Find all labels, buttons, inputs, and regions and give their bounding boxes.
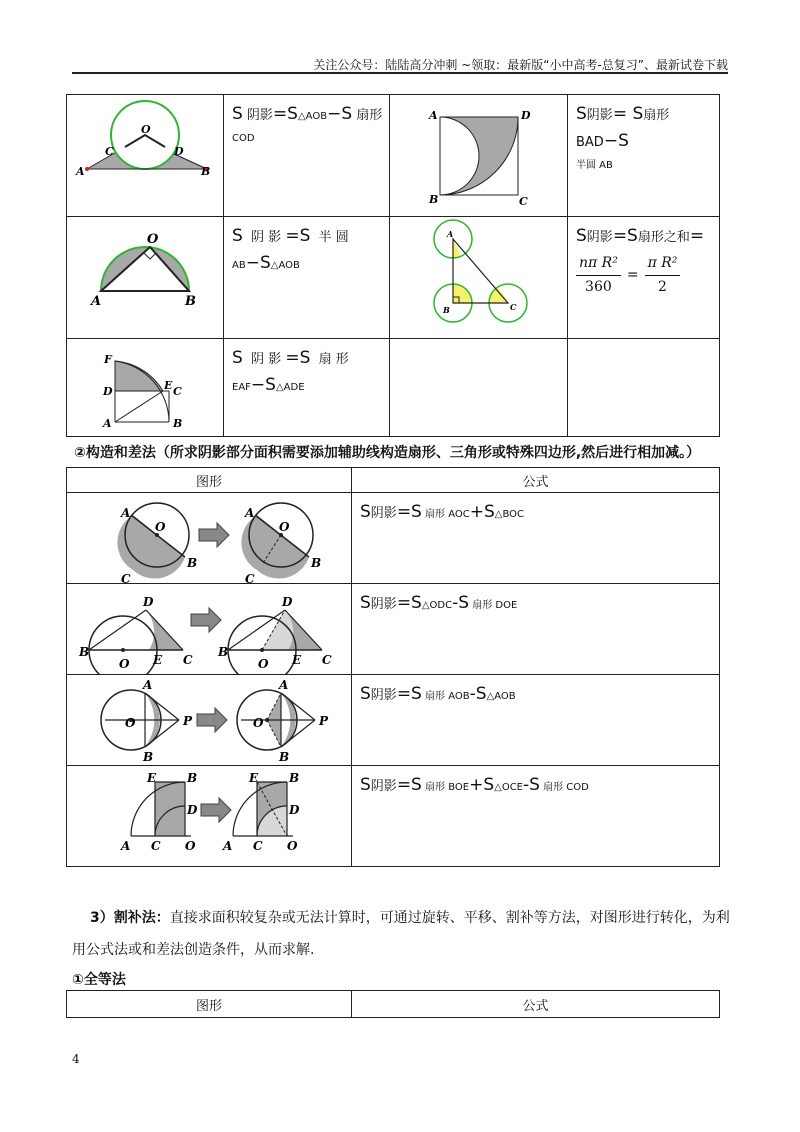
formula-row-3: S阴影=S 扇形 AOB-S△AOB xyxy=(360,684,516,704)
formula-row-4: S阴影=S 扇形 BOE+S△OCE-S 扇形 COD xyxy=(360,775,589,795)
label-o: O xyxy=(253,716,264,730)
label-b: B xyxy=(79,645,90,659)
label-e: E xyxy=(249,771,259,785)
figure-cell xyxy=(390,217,568,339)
formula-cell xyxy=(224,339,390,437)
label-d: D xyxy=(282,595,293,609)
header-rule xyxy=(72,72,728,74)
label-b: B xyxy=(185,294,196,309)
figure-triangle-circle-cod xyxy=(67,95,223,216)
label-d: D xyxy=(187,803,198,817)
figure-tangent-triangle xyxy=(67,584,351,674)
label-a: A xyxy=(121,839,131,853)
label-o: O xyxy=(155,520,166,534)
label-a: A xyxy=(429,109,438,122)
label-d: D xyxy=(143,595,154,609)
label-b: B xyxy=(201,165,211,178)
arrow-right-icon xyxy=(199,523,229,547)
label-a: A xyxy=(76,165,85,178)
figure-cell xyxy=(67,339,224,437)
label-c: C xyxy=(121,572,131,583)
label-b: B xyxy=(429,193,439,206)
figure-circle-tangents-p xyxy=(67,675,351,765)
formula-cell xyxy=(352,766,720,867)
paragraph-continuation: 用公式法或和差法创造条件，从而求解. xyxy=(72,942,315,958)
label-c: C xyxy=(253,839,263,853)
label-a: A xyxy=(447,229,454,239)
formula-cell xyxy=(352,675,720,766)
label-o: O xyxy=(147,232,159,247)
label-d: D xyxy=(174,145,184,158)
empty-cell xyxy=(568,339,720,437)
label-d: D xyxy=(103,385,113,398)
label-p: P xyxy=(319,714,329,728)
column-header-figure: 图形 xyxy=(67,468,352,493)
figure-cell xyxy=(67,675,352,766)
figure-circle-sector-aoc xyxy=(67,493,351,583)
label-b: B xyxy=(187,556,198,570)
page-header: 关注公众号：陆陆高分冲刺 ~领取：最新版“小中高考-总复习”、最新试卷下载 xyxy=(313,58,728,72)
label-a: A xyxy=(245,506,255,520)
label-o: O xyxy=(119,657,130,671)
label-o: O xyxy=(125,716,136,730)
label-a: A xyxy=(91,294,102,309)
formula-row-1: S阴影=S 扇形 AOC+S△BOC xyxy=(360,502,525,522)
figure-cell xyxy=(67,584,352,675)
formula-cell xyxy=(352,584,720,675)
label-b: B xyxy=(143,750,154,764)
formula-table-1 xyxy=(66,94,720,437)
formula-r1c2: S 阴影=S△AOB−S 扇形 COD xyxy=(232,104,383,145)
label-c: C xyxy=(151,839,161,853)
paragraph-cut-fill-method xyxy=(90,911,730,925)
paragraph-text-1: 直接求面积较复杂或无法计算时，可通过旋转、平移、割补等方法，对图形进行转化，为利 xyxy=(169,910,730,926)
label-a: A xyxy=(279,678,289,692)
column-header-figure: 图形 xyxy=(67,991,352,1018)
arrow-right-icon xyxy=(197,708,227,732)
label-c: C xyxy=(183,653,193,667)
label-o: O xyxy=(185,839,196,853)
formula-r1c4: S阴影= S扇形 BAD−S 半圆 AB xyxy=(576,104,670,172)
label-o: O xyxy=(258,657,269,671)
label-c: C xyxy=(510,302,517,312)
label-b: B xyxy=(443,305,450,315)
label-e: E xyxy=(153,653,163,667)
label-b: B xyxy=(173,417,183,430)
label-b: B xyxy=(279,750,290,764)
label-a: A xyxy=(121,506,131,520)
label-c: C xyxy=(173,385,182,398)
label-a: A xyxy=(103,417,112,430)
label-e: E xyxy=(164,379,173,392)
section-title-construct-method: ②构造和差法（所求阴影部分面积需要添加辅助线构造扇形、三角形或特殊四边形,然后进行相加减。） xyxy=(74,445,701,461)
figure-cell xyxy=(67,217,224,339)
label-b: B xyxy=(311,556,322,570)
figure-cell xyxy=(67,493,352,584)
section-title-congruence-method: ①全等法 xyxy=(72,972,126,988)
figure-cell xyxy=(67,766,352,867)
figure-three-circles-triangle xyxy=(390,217,567,338)
figure-quarter-circle-square xyxy=(67,766,351,866)
label-c: C xyxy=(245,572,255,583)
figure-quarter-circle-rectangle xyxy=(67,339,223,436)
label-d: D xyxy=(521,109,531,122)
page-number: 4 xyxy=(72,1052,80,1066)
label-o: O xyxy=(141,123,151,136)
arrow-right-icon xyxy=(201,798,231,822)
label-d: D xyxy=(289,803,300,817)
label-e: E xyxy=(147,771,157,785)
label-f: F xyxy=(104,353,112,366)
label-c: C xyxy=(322,653,332,667)
formula-r2c4: S阴影=S扇形之和= $\frac{\text{nπ R²}}{360}$ = $\frac{\text{π R²}}{2}$ xyxy=(576,226,705,295)
formula-cell xyxy=(568,95,720,217)
label-o: O xyxy=(279,520,290,534)
column-header-formula: 公式 xyxy=(352,468,720,493)
formula-cell xyxy=(224,217,390,339)
label-e: E xyxy=(292,653,302,667)
arrow-right-icon xyxy=(191,608,221,632)
paragraph-lead: 3）割补法： xyxy=(90,910,170,926)
formula-cell xyxy=(352,493,720,584)
empty-cell xyxy=(390,339,568,437)
formula-row-2: S阴影=S△ODC-S 扇形 DOE xyxy=(360,593,518,613)
label-p: P xyxy=(183,714,193,728)
column-header-formula: 公式 xyxy=(352,991,720,1018)
figure-cell xyxy=(67,95,224,217)
label-a: A xyxy=(143,678,153,692)
label-b: B xyxy=(289,771,300,785)
figure-semicircle-right-triangle xyxy=(67,217,223,338)
formula-table-2 xyxy=(66,467,720,867)
formula-r3c2: S 阴 影 =S 扇 形 EAF−S△ADE xyxy=(232,348,349,396)
label-c: C xyxy=(105,145,114,158)
label-o: O xyxy=(287,839,298,853)
label-b: B xyxy=(218,645,229,659)
formula-cell xyxy=(568,217,720,339)
label-b: B xyxy=(187,771,198,785)
figure-square-semicircle xyxy=(390,95,567,216)
formula-r2c2: S 阴 影 =S 半 圆 AB−S△AOB xyxy=(232,226,349,274)
label-c: C xyxy=(519,195,528,208)
formula-table-3 xyxy=(66,990,720,1018)
figure-cell xyxy=(390,95,568,217)
label-a: A xyxy=(223,839,233,853)
formula-cell xyxy=(224,95,390,217)
